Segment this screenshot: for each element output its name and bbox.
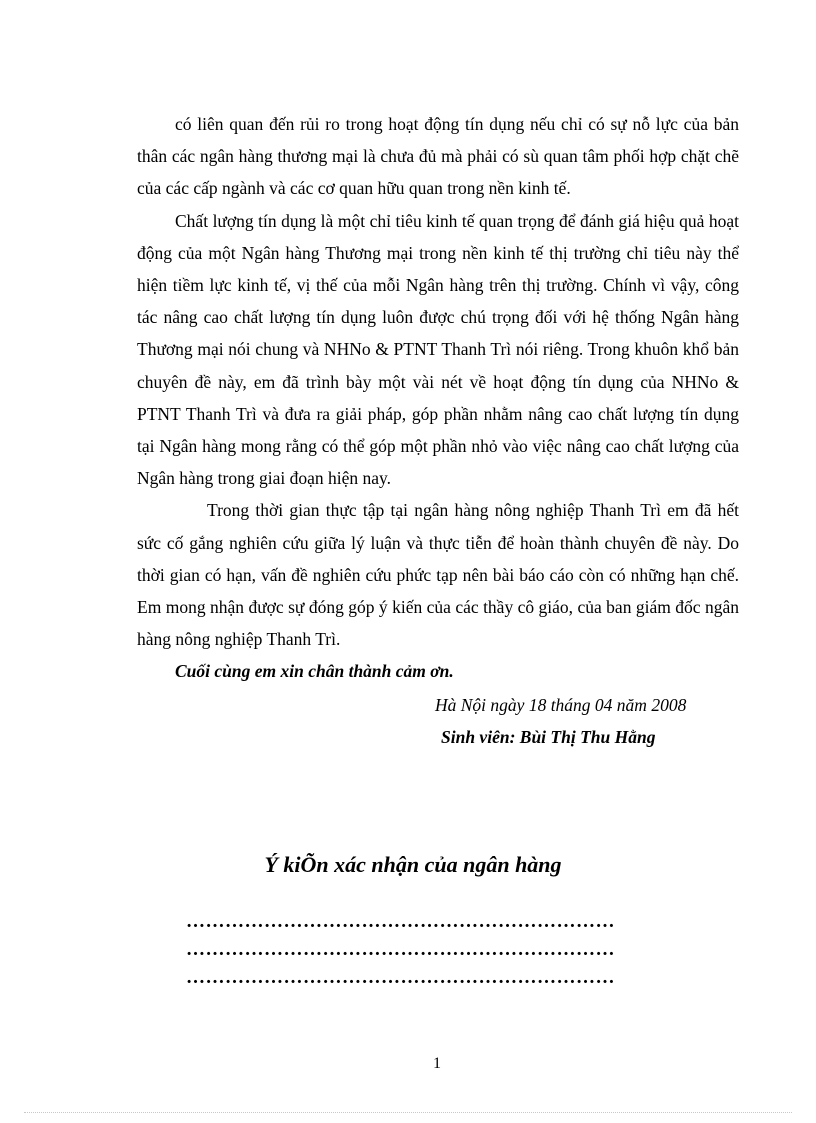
confirmation-title: Ý kiÕn xác nhận của ngân hàng bbox=[264, 852, 562, 877]
date-line: Hà Nội ngày 18 tháng 04 năm 2008 bbox=[435, 694, 687, 715]
paragraph-internship: Trong thời gian thực tập tại ngân hàng nông nghiệp Thanh Trì em đã hết sức cố gắng nghiên cứu giữa lý luận và thực tiễn để hoàn thành chuyên đề này. Do thời gian có hạn, vấn đề nghiên cứu phức tạp nên bài báo cáo còn có những hạn chế. Em mong nhận được sự đóng góp ý kiến của các thầy cô giáo, của ban giám đốc ngân hàng nông nghiệp Thanh Trì. bbox=[137, 500, 739, 650]
closing-thanks: Cuối cùng em xin chân thành cảm ơn. bbox=[175, 661, 454, 682]
dot-line: ………………………………………………………… bbox=[186, 967, 615, 988]
dot-line: ………………………………………………………… bbox=[186, 911, 615, 932]
page-number: 1 bbox=[433, 1055, 441, 1072]
signer-name: Sinh viên: Bùi Thị Thu Hằng bbox=[441, 726, 656, 747]
paragraph-intro: có liên quan đến rủi ro trong hoạt động tín dụng nếu chỉ có sự nỗ lực của bản thân các ngân hàng thương mại là chưa đủ mà phải có sù quan tâm phối hợp chặt chẽ của các cấp ngành và các cơ quan hữu quan trong nền kinh tế. bbox=[137, 114, 739, 199]
body-text bbox=[137, 108, 739, 753]
confirmation-dot-lines bbox=[186, 908, 746, 992]
paragraph-credit-quality: Chất lượng tín dụng là một chỉ tiêu kinh tế quan trọng để đánh giá hiệu quả hoạt động của một Ngân hàng Thương mại trong nền kinh tế thị trường chỉ tiêu này thể hiện tiềm lực kinh tế, vị thế của mỗi Ngân hàng trên thị trường. Chính vì vậy, công tác nâng cao chất lượng tín dụng luôn được chú trọng đối với hệ thống Ngân hàng Thương mại nói chung và NHNo & PTNT Thanh Trì nói riêng. Trong khuôn khổ bản chuyên đề này, em đã trình bày một vài nét về hoạt động tín dụng của NHNo & PTNT Thanh Trì và đưa ra giải pháp, góp phần nhằm nâng cao chất lượng tín dụng tại Ngân hàng mong rằng có thể góp một phần nhỏ vào việc nâng cao chất lượng của Ngân hàng trong giai đoạn hiện nay. bbox=[137, 210, 739, 489]
page-bottom-rule bbox=[24, 1112, 792, 1113]
dot-line: ………………………………………………………… bbox=[186, 939, 615, 960]
